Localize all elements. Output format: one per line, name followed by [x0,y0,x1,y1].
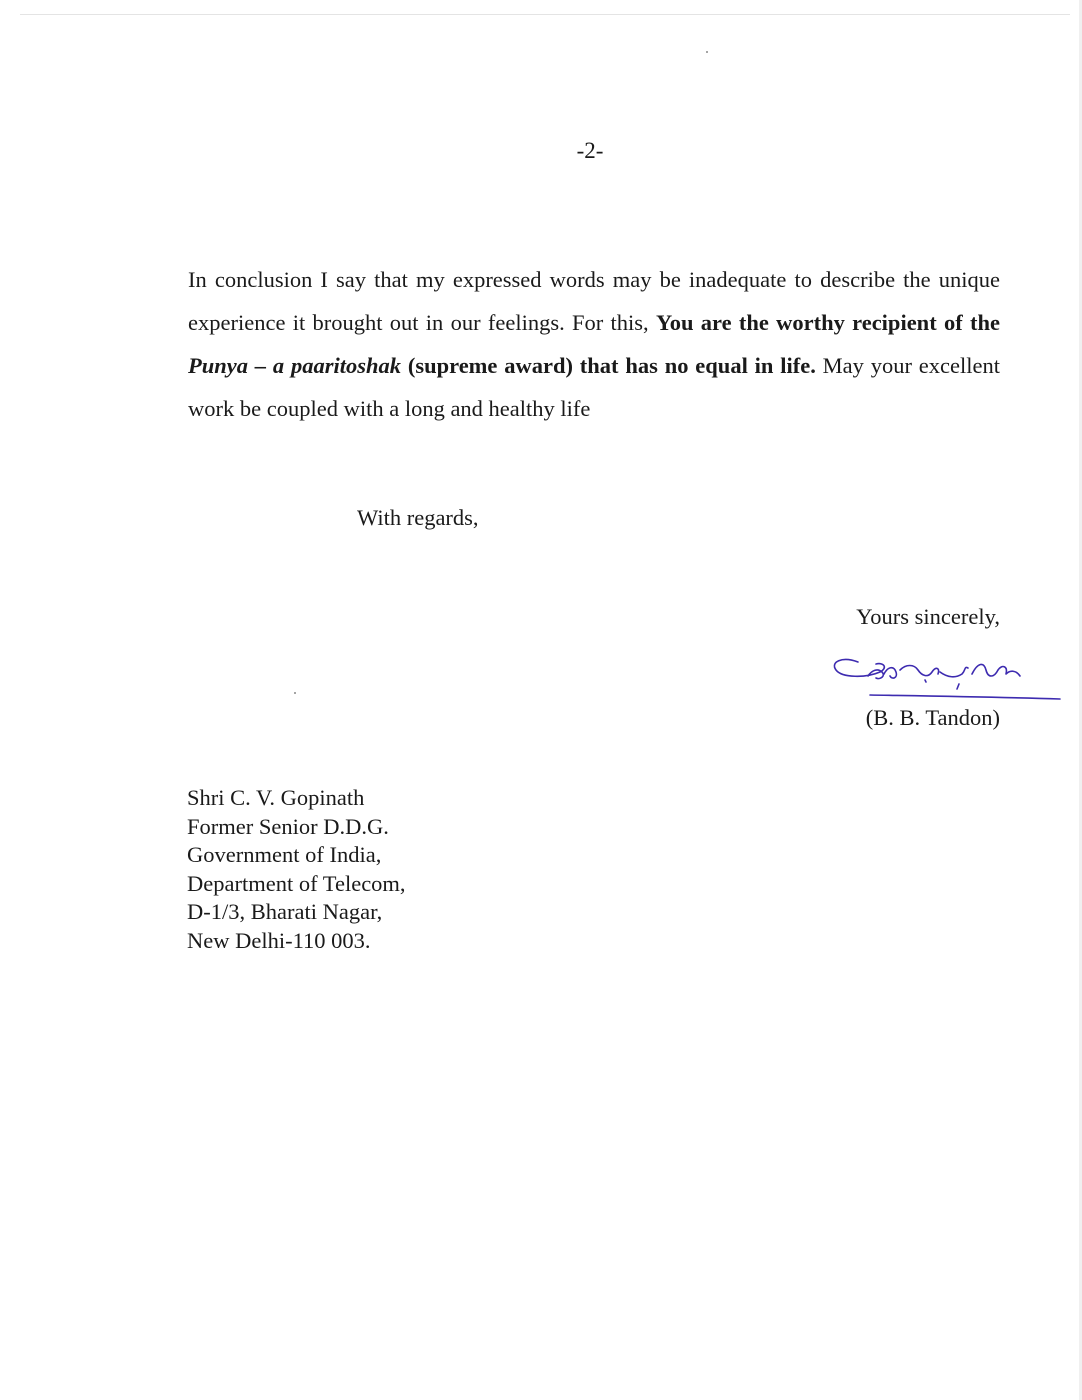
body-text-bold: You are the worthy recipient of the [655,310,1000,335]
body-text-bold-continued: (supreme award) that has no equal in life. [401,353,816,378]
scan-speck [294,692,296,694]
body-paragraph [188,258,1000,430]
address-line: New Delhi-110 003. [187,927,371,953]
closing-yours-sincerely: Yours sincerely, [856,604,1000,629]
page-number: -2- [576,138,604,163]
recipient-address [187,784,406,956]
scan-edge-top [20,14,1070,15]
address-line: Government of India, [187,842,382,868]
scan-speck [706,51,708,53]
with-regards: With regards, [357,505,479,530]
handwritten-signature [828,648,1063,710]
signer-name: (B. B. Tandon) [865,705,1000,730]
address-line: Former Senior D.D.G. [187,813,389,839]
body-text-wish: May your excellent work be coupled with a long and healthy life [188,353,1001,421]
award-name: Punya – a paaritoshak [188,353,402,378]
address-line: Department of Telecom, [187,870,406,896]
address-line: Shri C. V. Gopinath [187,785,365,810]
body-text-intro: In conclusion I say that my expressed words may be inadequate to describe the unique experience it brought out in our feelings. For this, [188,267,1000,335]
address-line: D-1/3, Bharati Nagar, [187,899,383,925]
